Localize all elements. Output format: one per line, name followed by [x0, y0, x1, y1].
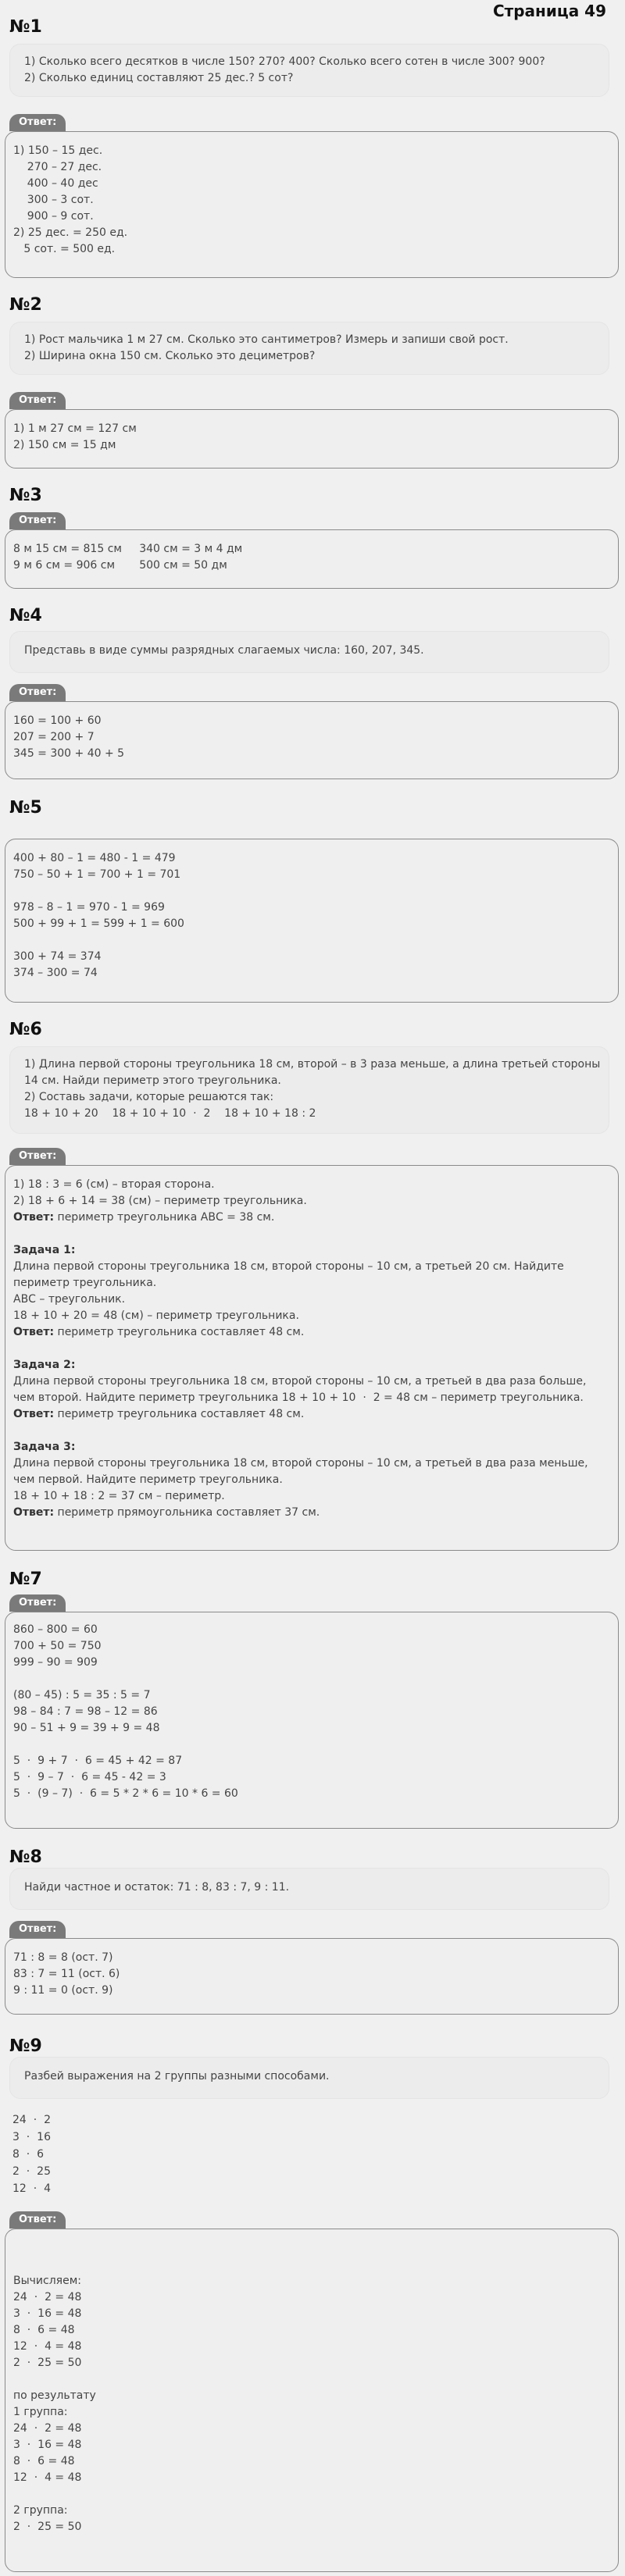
answer-tab-2: Ответ: [9, 392, 66, 409]
text-line [13, 1292, 610, 1308]
answer-box-5 [5, 839, 619, 1003]
text-line: Вычисляем: [13, 2275, 81, 2287]
line-text: АВС – треугольник. [13, 1293, 126, 1306]
text-line: 270 – 27 дес. [13, 161, 102, 173]
text-line: по результату [13, 2389, 96, 2402]
question-box-1 [9, 44, 609, 97]
answer-tab-6: Ответ: [9, 1148, 66, 1165]
bold-label: Задача 2: [13, 1359, 76, 1371]
text-line [13, 1390, 610, 1406]
text-line [13, 932, 610, 949]
text-line [13, 1488, 610, 1505]
bold-label: Ответ: [13, 1408, 55, 1420]
task-title-9: №9 [9, 2036, 42, 2056]
question-line: Разбей выражения на 2 группы разными способами. [24, 2070, 330, 2083]
text-line [13, 2240, 610, 2257]
text-line: 860 – 800 = 60 [13, 1623, 98, 1636]
answer-box-8 [5, 1938, 619, 2015]
text-line [13, 2257, 610, 2273]
text-line [13, 1472, 610, 1488]
text-line: 374 – 300 = 74 [13, 967, 98, 979]
text-line: 345 = 300 + 40 + 5 [13, 747, 125, 760]
text-line [13, 1374, 610, 1390]
line-text: 2) 18 + 6 + 14 = 38 (см) – периметр треугольника. [13, 1195, 307, 1207]
text-line: 700 + 50 = 750 [13, 1640, 102, 1652]
question-line: Найди частное и остаток: 71 : 8, 83 : 7, 9 : 11. [24, 1881, 290, 1894]
text-line: 160 = 100 + 60 [13, 714, 102, 727]
question-line: Представь в виде суммы разрядных слагаемых числа: 160, 207, 345. [24, 644, 424, 657]
text-line: 900 – 9 сот. [13, 210, 94, 223]
text-line [13, 1439, 610, 1455]
text-line: 5 сот. = 500 ед. [13, 243, 116, 255]
line-text: периметр треугольника. [13, 1277, 157, 1289]
text-line: 5 · 9 – 7 · 6 = 45 - 42 = 3 [13, 1771, 166, 1783]
question-box-6 [9, 1046, 609, 1134]
line-text: периметр треугольника составляет 48 см. [54, 1326, 305, 1338]
question-line: 14 см. Найди периметр этого треугольника. [24, 1074, 281, 1087]
task-title-4: №4 [9, 606, 42, 625]
text-line [13, 1341, 610, 1357]
task-title-6: №6 [9, 1020, 42, 1039]
text-line [13, 2371, 610, 2388]
text-line: 300 – 3 сот. [13, 194, 94, 206]
bold-label: Ответ: [13, 1211, 55, 1224]
text-line: 83 : 7 = 11 (ост. 6) [13, 1968, 120, 1980]
answer-box-9 [5, 2229, 619, 2572]
text-line: 750 – 50 + 1 = 700 + 1 = 701 [13, 868, 181, 881]
answer-tab-3: Ответ: [9, 512, 66, 529]
text-line: 1) 150 – 15 дес. [13, 144, 103, 157]
answer-tab-8: Ответ: [9, 1921, 66, 1938]
expression-list [12, 2111, 51, 2197]
line-text: периметр треугольника составляет 48 см. [54, 1408, 305, 1420]
question-line: 2) Составь задачи, которые решаются так: [24, 1091, 274, 1103]
task-title-7: №7 [9, 1569, 42, 1589]
line-text: 1) 18 : 3 = 6 (см) – вторая сторона. [13, 1178, 215, 1191]
text-line: 999 – 90 = 909 [13, 1656, 98, 1669]
line-text: Длина первой стороны треугольника 18 см, второй стороны – 10 см, а третьей 20 см. Найдите [13, 1260, 564, 1273]
text-line: 2 · 25 = 50 [13, 2521, 82, 2533]
text-line: 300 + 74 = 374 [13, 950, 102, 963]
answer-box-3 [5, 529, 619, 589]
page-number-header: Страница 49 [492, 2, 606, 20]
line-text: периметр прямоугольника составляет 37 см. [54, 1506, 320, 1519]
answer-box-6 [5, 1165, 619, 1551]
text-line [13, 1210, 610, 1226]
task-title-2: №2 [9, 295, 42, 315]
question-box-4 [9, 631, 609, 673]
bold-label: Задача 1: [13, 1244, 76, 1256]
text-line: 207 = 200 + 7 [13, 731, 95, 743]
question-box-8 [9, 1868, 609, 1910]
text-line: 98 – 84 : 7 = 98 – 12 = 86 [13, 1705, 158, 1718]
text-line: 400 – 40 дес [13, 177, 98, 190]
text-line: 8 · 6 [12, 2148, 45, 2161]
text-line: 9 : 11 = 0 (ост. 9) [13, 1984, 113, 1997]
text-line [13, 1226, 610, 1242]
answer-box-4 [5, 701, 619, 779]
bold-label: Задача 3: [13, 1441, 76, 1453]
text-line: 2 группа: [13, 2504, 68, 2517]
text-line: 5 · 9 + 7 · 6 = 45 + 42 = 87 [13, 1755, 183, 1767]
text-line: 2 · 25 = 50 [13, 2357, 82, 2369]
question-box-9 [9, 2057, 609, 2099]
question-line: 18 + 10 + 20 18 + 10 + 10 · 2 18 + 10 + 18 : 2 [24, 1107, 316, 1120]
answer-tab-7: Ответ: [9, 1594, 66, 1612]
text-line: 12 · 4 = 48 [13, 2340, 82, 2353]
text-line [13, 883, 610, 900]
bold-label: Ответ: [13, 1326, 55, 1338]
text-line [13, 1193, 610, 1210]
task-title-1: №1 [9, 17, 42, 37]
text-line: 24 · 2 = 48 [13, 2422, 82, 2435]
text-line: 2) 25 дес. = 250 ед. [13, 226, 128, 239]
answer-tab-1: Ответ: [9, 114, 66, 131]
text-line: 5 · (9 – 7) · 6 = 5 * 2 * 6 = 10 * 6 = 60 [13, 1787, 238, 1800]
text-line [13, 1308, 610, 1324]
text-line: 2 · 25 [12, 2165, 51, 2178]
answer-tab-4: Ответ: [9, 684, 66, 701]
text-line: (80 – 45) : 5 = 35 : 5 = 7 [13, 1689, 151, 1701]
question-line: 1) Рост мальчика 1 м 27 см. Сколько это сантиметров? Измерь и запиши свой рост. [24, 333, 509, 346]
text-line: 8 · 6 = 48 [13, 2455, 75, 2467]
bold-label: Ответ: [13, 1506, 55, 1519]
text-line [13, 1737, 610, 1753]
text-line: 978 – 8 – 1 = 970 - 1 = 969 [13, 901, 165, 914]
text-line: 8 м 15 см = 815 см 340 см = 3 м 4 дм [13, 543, 243, 555]
text-line: 500 + 99 + 1 = 599 + 1 = 600 [13, 917, 184, 930]
answer-box-7 [5, 1612, 619, 1829]
text-line: 12 · 4 = 48 [13, 2471, 82, 2484]
text-line: 9 м 6 см = 906 см 500 см = 50 дм [13, 559, 227, 572]
line-text: чем второй. Найдите периметр треугольника 18 + 10 + 10 · 2 = 48 см – периметр треугольника. [13, 1391, 584, 1404]
text-line [13, 2486, 610, 2503]
question-box-2 [9, 322, 609, 375]
line-text: периметр треугольника АВС = 38 см. [54, 1211, 275, 1224]
text-line: 8 · 6 = 48 [13, 2324, 75, 2336]
question-line: 2) Ширина окна 150 см. Сколько это дециметров? [24, 350, 316, 362]
text-line: 2) 150 см = 15 дм [13, 439, 116, 451]
text-line: 3 · 16 [12, 2131, 51, 2143]
text-line [13, 1357, 610, 1374]
text-line [13, 1423, 610, 1439]
line-text: Длина первой стороны треугольника 18 см, второй стороны – 10 см, а третьей в два раза больше, [13, 1375, 587, 1388]
question-line: 2) Сколько единиц составляют 25 дес.? 5 сот? [24, 72, 294, 84]
text-line: 3 · 16 = 48 [13, 2307, 82, 2320]
answer-box-1 [5, 131, 619, 278]
line-text: чем первой. Найдите периметр треугольника. [13, 1473, 283, 1486]
text-line [13, 1259, 610, 1275]
text-line: 24 · 2 [12, 2114, 51, 2126]
text-line: 3 · 16 = 48 [13, 2439, 82, 2451]
text-line [13, 1406, 610, 1423]
text-line: 71 : 8 = 8 (ост. 7) [13, 1951, 113, 1964]
text-line [13, 1177, 610, 1193]
text-line [13, 1505, 610, 1521]
answer-tab-9: Ответ: [9, 2211, 66, 2229]
line-text: 18 + 10 + 20 = 48 (см) – периметр треугольника. [13, 1309, 299, 1322]
task-title-8: №8 [9, 1847, 42, 1867]
text-line [13, 1242, 610, 1259]
line-text: 18 + 10 + 18 : 2 = 37 см – периметр. [13, 1490, 225, 1502]
text-line: 90 – 51 + 9 = 39 + 9 = 48 [13, 1722, 160, 1734]
task-title-5: №5 [9, 798, 42, 818]
text-line [13, 1671, 610, 1687]
text-line: 1) 1 м 27 см = 127 см [13, 422, 137, 435]
line-text: Длина первой стороны треугольника 18 см, второй стороны – 10 см, а третьей в два раза меньше, [13, 1457, 588, 1470]
text-line: 24 · 2 = 48 [13, 2291, 82, 2303]
text-line [13, 1455, 610, 1472]
text-line [13, 1275, 610, 1292]
text-line: 12 · 4 [12, 2182, 51, 2195]
question-line: 1) Сколько всего десятков в числе 150? 270? 400? Сколько всего сотен в числе 300? 900? [24, 55, 545, 68]
question-line: 1) Длина первой стороны треугольника 18 см, второй – в 3 раза меньше, а длина третьей стороны [24, 1058, 601, 1071]
text-line [13, 1324, 610, 1341]
text-line: 1 группа: [13, 2406, 68, 2418]
task-title-3: №3 [9, 486, 42, 505]
text-line: 400 + 80 – 1 = 480 - 1 = 479 [13, 852, 176, 864]
answer-box-2 [5, 409, 619, 469]
